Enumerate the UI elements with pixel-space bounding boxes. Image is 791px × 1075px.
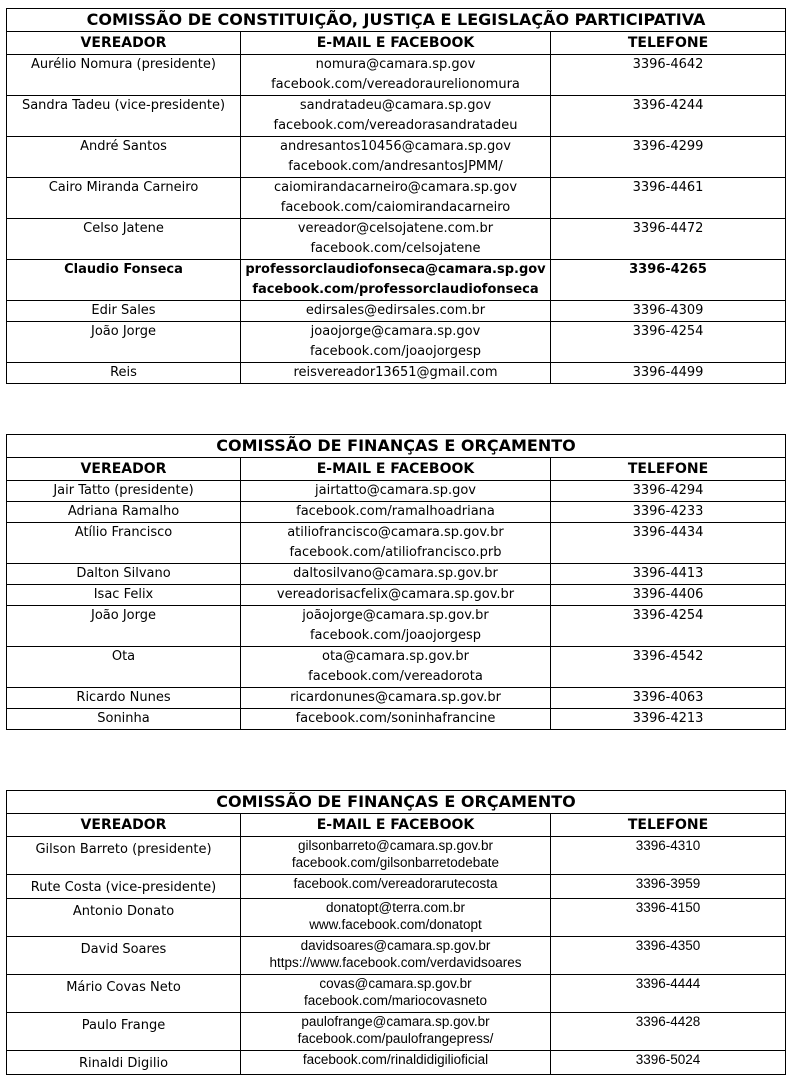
facebook-link: www.facebook.com/donatopt bbox=[309, 917, 482, 932]
vereador-name: Gilson Barreto (presidente) bbox=[7, 837, 241, 875]
phone-number: 3396-4406 bbox=[551, 585, 786, 606]
phone-number: 3396-4254 bbox=[551, 606, 786, 647]
phone-number: 3396-4309 bbox=[551, 301, 786, 322]
facebook-link: facebook.com/soninhafrancine bbox=[241, 709, 551, 730]
facebook-link: facebook.com/andresantosJPMM/ bbox=[288, 159, 503, 174]
table-row bbox=[7, 688, 786, 709]
facebook-link: facebook.com/joaojorgesp bbox=[309, 344, 482, 359]
facebook-link: facebook.com/gilsonbarretodebate bbox=[291, 855, 500, 870]
email-address: vereadorisacfelix@camara.sp.gov.br bbox=[241, 585, 551, 606]
phone-number: 3396-4499 bbox=[551, 363, 786, 384]
table-row bbox=[7, 523, 786, 564]
vereador-name: Sandra Tadeu (vice-presidente) bbox=[7, 96, 241, 137]
vereador-name: André Santos bbox=[7, 137, 241, 178]
vereador-name: Isac Felix bbox=[7, 585, 241, 606]
table-row bbox=[7, 137, 786, 178]
contact-cell bbox=[241, 606, 551, 647]
column-header-telefone: TELEFONE bbox=[551, 814, 786, 837]
table-row bbox=[7, 564, 786, 585]
vereador-name: Cairo Miranda Carneiro bbox=[7, 178, 241, 219]
phone-number: 3396-4434 bbox=[551, 523, 786, 564]
table-row bbox=[7, 322, 786, 363]
phone-number: 3396-4444 bbox=[551, 975, 786, 1013]
facebook-link: facebook.com/vereadorasandratadeu bbox=[273, 118, 518, 133]
phone-number: 3396-4150 bbox=[551, 899, 786, 937]
vereador-name: Ota bbox=[7, 647, 241, 688]
facebook-link: facebook.com/vereadorota bbox=[308, 669, 483, 684]
facebook-link: facebook.com/atiliofrancisco.prb bbox=[289, 545, 502, 560]
phone-number: 3396-4254 bbox=[551, 322, 786, 363]
committee-table bbox=[6, 434, 786, 730]
contact-cell bbox=[241, 178, 551, 219]
facebook-link: facebook.com/ramalhoadriana bbox=[241, 502, 551, 523]
email-address: donatopt@terra.com.br bbox=[325, 900, 466, 915]
contact-cell bbox=[241, 260, 551, 301]
facebook-link: facebook.com/joaojorgesp bbox=[309, 628, 482, 643]
email-address: jairtatto@camara.sp.gov bbox=[241, 481, 551, 502]
vereador-name: João Jorge bbox=[7, 322, 241, 363]
contact-cell bbox=[241, 1013, 551, 1051]
phone-number: 3396-5024 bbox=[551, 1051, 786, 1075]
table-row bbox=[7, 55, 786, 96]
committee-table bbox=[6, 8, 786, 384]
table-row bbox=[7, 837, 786, 875]
contact-cell bbox=[241, 322, 551, 363]
phone-number: 3396-4428 bbox=[551, 1013, 786, 1051]
phone-number: 3396-4542 bbox=[551, 647, 786, 688]
email-address: joaojorge@camara.sp.gov bbox=[310, 324, 481, 339]
vereador-name: Antonio Donato bbox=[7, 899, 241, 937]
table-row bbox=[7, 1013, 786, 1051]
column-header-telefone: TELEFONE bbox=[551, 32, 786, 55]
vereador-name: Atílio Francisco bbox=[7, 523, 241, 564]
vereador-name: Aurélio Nomura (presidente) bbox=[7, 55, 241, 96]
column-header-vereador: VEREADOR bbox=[7, 32, 241, 55]
vereador-name: Rute Costa (vice-presidente) bbox=[7, 875, 241, 899]
table-row bbox=[7, 260, 786, 301]
phone-number: 3396-4413 bbox=[551, 564, 786, 585]
email-address: edirsales@edirsales.com.br bbox=[241, 301, 551, 322]
table-row bbox=[7, 178, 786, 219]
email-address: ota@camara.sp.gov.br bbox=[322, 649, 469, 664]
committee-financas-1 bbox=[6, 434, 785, 730]
phone-number: 3396-4350 bbox=[551, 937, 786, 975]
column-header-email-facebook: E-MAIL E FACEBOOK bbox=[241, 458, 551, 481]
committee-table bbox=[6, 790, 786, 1075]
vereador-name: Claudio Fonseca bbox=[7, 260, 241, 301]
facebook-link: facebook.com/paulofrangepress/ bbox=[297, 1031, 494, 1046]
email-address: caiomirandacarneiro@camara.sp.gov bbox=[273, 180, 518, 195]
email-address: ricardonunes@camara.sp.gov.br bbox=[241, 688, 551, 709]
phone-number: 3396-4213 bbox=[551, 709, 786, 730]
table-row bbox=[7, 585, 786, 606]
phone-number: 3396-4244 bbox=[551, 96, 786, 137]
vereador-name: Ricardo Nunes bbox=[7, 688, 241, 709]
vereador-name: Mário Covas Neto bbox=[7, 975, 241, 1013]
contact-cell bbox=[241, 837, 551, 875]
email-address: vereador@celsojatene.com.br bbox=[297, 221, 494, 236]
contact-cell bbox=[241, 55, 551, 96]
vereador-name: Paulo Frange bbox=[7, 1013, 241, 1051]
email-address: daltosilvano@camara.sp.gov.br bbox=[241, 564, 551, 585]
email-address: joãojorge@camara.sp.gov.br bbox=[302, 608, 489, 623]
facebook-link: facebook.com/vereadoraurelionomura bbox=[271, 77, 520, 92]
phone-number: 3396-4063 bbox=[551, 688, 786, 709]
contact-cell bbox=[241, 523, 551, 564]
phone-number: 3396-3959 bbox=[551, 875, 786, 899]
vereador-name: João Jorge bbox=[7, 606, 241, 647]
table-row bbox=[7, 1051, 786, 1075]
contact-cell bbox=[241, 137, 551, 178]
facebook-link: facebook.com/celsojatene bbox=[310, 241, 481, 256]
table-row bbox=[7, 502, 786, 523]
table-row bbox=[7, 709, 786, 730]
vereador-name: Celso Jatene bbox=[7, 219, 241, 260]
vereador-name: Edir Sales bbox=[7, 301, 241, 322]
committee-title: COMISSÃO DE FINANÇAS E ORÇAMENTO bbox=[7, 435, 786, 458]
committee-constituicao bbox=[6, 8, 785, 384]
column-header-telefone: TELEFONE bbox=[551, 458, 786, 481]
table-row bbox=[7, 301, 786, 322]
committee-title: COMISSÃO DE FINANÇAS E ORÇAMENTO bbox=[7, 791, 786, 814]
phone-number: 3396-4461 bbox=[551, 178, 786, 219]
table-row bbox=[7, 606, 786, 647]
email-address: andresantos10456@camara.sp.gov bbox=[280, 139, 511, 154]
facebook-link: facebook.com/vereadorarutecosta bbox=[241, 875, 551, 899]
email-address: professorclaudiofonseca@camara.sp.gov bbox=[245, 262, 546, 277]
vereador-name: Dalton Silvano bbox=[7, 564, 241, 585]
column-header-vereador: VEREADOR bbox=[7, 458, 241, 481]
table-row bbox=[7, 481, 786, 502]
phone-number: 3396-4642 bbox=[551, 55, 786, 96]
table-row bbox=[7, 875, 786, 899]
phone-number: 3396-4294 bbox=[551, 481, 786, 502]
table-row bbox=[7, 647, 786, 688]
column-header-email-facebook: E-MAIL E FACEBOOK bbox=[241, 814, 551, 837]
email-address: reisvereador13651@gmail.com bbox=[241, 363, 551, 384]
contact-cell bbox=[241, 219, 551, 260]
contact-cell bbox=[241, 647, 551, 688]
committee-financas-2 bbox=[6, 790, 785, 1075]
facebook-link: https://www.facebook.com/verdavidsoares bbox=[269, 955, 522, 970]
contact-cell bbox=[241, 975, 551, 1013]
phone-number: 3396-4233 bbox=[551, 502, 786, 523]
email-address: covas@camara.sp.gov.br bbox=[319, 976, 472, 991]
table-row bbox=[7, 363, 786, 384]
email-address: atiliofrancisco@camara.sp.gov.br bbox=[287, 525, 504, 540]
phone-number: 3396-4299 bbox=[551, 137, 786, 178]
facebook-link: facebook.com/mariocovasneto bbox=[303, 993, 488, 1008]
phone-number: 3396-4472 bbox=[551, 219, 786, 260]
vereador-name: Jair Tatto (presidente) bbox=[7, 481, 241, 502]
table-row bbox=[7, 96, 786, 137]
contact-cell bbox=[241, 937, 551, 975]
vereador-name: Adriana Ramalho bbox=[7, 502, 241, 523]
email-address: gilsonbarreto@camara.sp.gov.br bbox=[297, 838, 494, 853]
facebook-link: facebook.com/professorclaudiofonseca bbox=[252, 282, 539, 297]
column-header-email-facebook: E-MAIL E FACEBOOK bbox=[241, 32, 551, 55]
vereador-name: Reis bbox=[7, 363, 241, 384]
phone-number: 3396-4310 bbox=[551, 837, 786, 875]
table-row bbox=[7, 219, 786, 260]
vereador-name: Rinaldi Digilio bbox=[7, 1051, 241, 1075]
table-row bbox=[7, 975, 786, 1013]
contact-cell bbox=[241, 96, 551, 137]
column-header-vereador: VEREADOR bbox=[7, 814, 241, 837]
email-address: paulofrange@camara.sp.gov.br bbox=[301, 1014, 490, 1029]
email-address: sandratadeu@camara.sp.gov bbox=[299, 98, 492, 113]
table-row bbox=[7, 937, 786, 975]
contact-cell bbox=[241, 899, 551, 937]
email-address: nomura@camara.sp.gov bbox=[315, 57, 476, 72]
committee-title: COMISSÃO DE CONSTITUIÇÃO, JUSTIÇA E LEGISLAÇÃO PARTICIPATIVA bbox=[7, 9, 786, 32]
phone-number: 3396-4265 bbox=[551, 260, 786, 301]
email-address: davidsoares@camara.sp.gov.br bbox=[300, 938, 491, 953]
vereador-name: David Soares bbox=[7, 937, 241, 975]
facebook-link: facebook.com/rinaldidigilioficial bbox=[241, 1051, 551, 1075]
vereador-name: Soninha bbox=[7, 709, 241, 730]
table-row bbox=[7, 899, 786, 937]
facebook-link: facebook.com/caiomirandacarneiro bbox=[280, 200, 511, 215]
